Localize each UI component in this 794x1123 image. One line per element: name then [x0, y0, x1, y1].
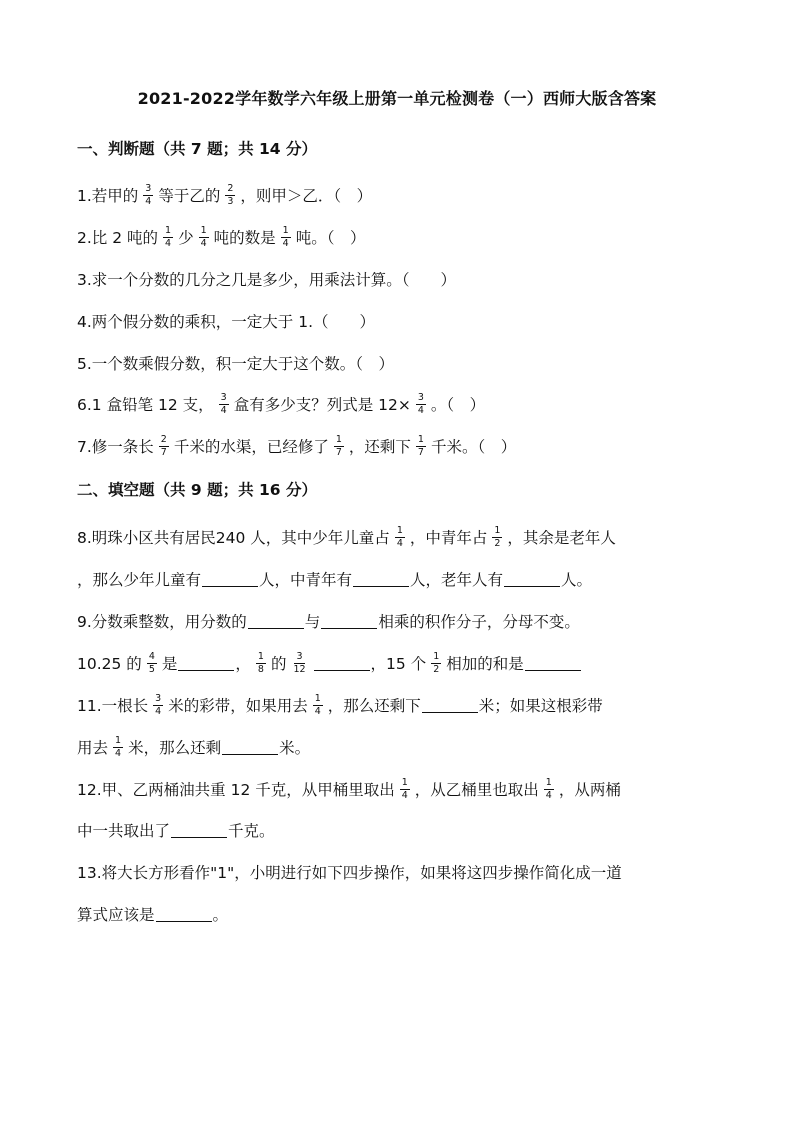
fraction: $\frac{1}{8}$ — [257, 650, 264, 675]
question-2-text-c: 吨的数是 — [213, 229, 276, 247]
question-7-text-a: 7.修一条长 — [77, 438, 154, 456]
answer-blank[interactable] — [314, 656, 370, 671]
fraction: $\frac{1}{7}$ — [417, 433, 424, 458]
fraction: $\frac{3}{12}$ — [293, 650, 306, 675]
question-11-line-1 — [77, 690, 603, 720]
question-10-text-f: 相加的和是 — [446, 655, 524, 673]
question-9-text-c: 相乘的积作分子，分母不变。 — [378, 613, 580, 631]
question-6 — [77, 389, 485, 419]
question-12-text-b: ，从乙桶里也取出 — [414, 781, 539, 799]
question-12-text-e: 千克。 — [228, 822, 275, 840]
question-13-text-c: 。 — [212, 906, 229, 924]
answer-blank[interactable] — [222, 740, 278, 755]
answer-blank[interactable] — [321, 614, 377, 629]
question-9-text-a: 9.分数乘整数，用分数的 — [77, 613, 247, 631]
fraction: $\frac{2}{7}$ — [160, 433, 167, 458]
question-10-text-e: ，15 个 — [370, 655, 427, 673]
answer-blank[interactable] — [504, 572, 560, 587]
answer-blank[interactable] — [248, 614, 304, 629]
question-9 — [77, 606, 580, 636]
answer-blank[interactable] — [353, 572, 409, 587]
fraction: $\frac{1}{4}$ — [165, 224, 172, 249]
question-8-text-c: ，其余是老年人 — [507, 529, 616, 547]
fraction: $\frac{3}{4}$ — [220, 391, 227, 416]
question-8-text-b: ，中青年占 — [409, 529, 488, 547]
question-13-text-b: 算式应该是 — [77, 906, 155, 924]
fraction: $\frac{2}{3}$ — [227, 182, 234, 207]
question-10-text-c: ， — [235, 655, 251, 673]
question-1 — [77, 180, 372, 210]
question-12-line-1 — [77, 774, 621, 804]
question-8-text-f: 人，老年人有 — [410, 571, 504, 589]
question-13-line-2 — [77, 899, 228, 929]
question-3: 3.求一个分数的几分之几是多少，用乘法计算。（ ） — [77, 271, 457, 289]
fraction: $\frac{3}{4}$ — [417, 391, 424, 416]
question-1-text-b: 等于乙的 — [158, 187, 221, 205]
question-7 — [77, 431, 516, 461]
question-8-text-d: ，那么少年儿童有 — [77, 571, 202, 589]
answer-blank[interactable] — [525, 656, 581, 671]
answer-blank[interactable] — [202, 572, 258, 587]
fraction: $\frac{1}{2}$ — [494, 524, 501, 549]
answer-blank[interactable] — [171, 823, 227, 838]
fraction: $\frac{1}{2}$ — [433, 650, 440, 675]
fraction: $\frac{1}{4}$ — [314, 692, 321, 717]
question-7-text-c: ，还剩下 — [348, 438, 411, 456]
question-12-text-c: ，从两桶 — [558, 781, 621, 799]
question-1-text-a: 1.若甲的 — [77, 187, 139, 205]
question-2 — [77, 222, 365, 252]
question-7-text-d: 千米。（ ） — [430, 438, 517, 456]
fraction: $\frac{1}{4}$ — [545, 776, 552, 801]
question-12-line-2 — [77, 815, 275, 845]
question-4: 4.两个假分数的乘积，一定大于 1.（ ） — [77, 313, 376, 331]
question-2-text-d: 吨。（ ） — [295, 229, 366, 247]
question-11-text-e: 用去 — [77, 739, 109, 757]
question-11-line-2 — [77, 732, 310, 762]
question-11-text-d: 米；如果这根彩带 — [478, 697, 603, 715]
answer-blank[interactable] — [178, 656, 234, 671]
fraction: $\frac{1}{4}$ — [401, 776, 408, 801]
question-12-text-a: 12.甲、乙两桶油共重 12 千克，从甲桶里取出 — [77, 781, 395, 799]
fraction: $\frac{1}{4}$ — [200, 224, 207, 249]
question-2-text-a: 2.比 2 吨的 — [77, 229, 159, 247]
fraction: $\frac{1}{7}$ — [335, 433, 342, 458]
question-10-text-b: 是 — [161, 655, 178, 673]
question-12-text-d: 中一共取出了 — [77, 822, 171, 840]
question-6-text-b: 盒有多少支？列式是 12× — [233, 396, 411, 414]
question-6-text-a: 6.1 盒铅笔 12 支， — [77, 396, 214, 414]
section-heading-true-false: 一、判断题（共 7 题；共 14 分） — [77, 140, 317, 158]
answer-blank[interactable] — [422, 698, 478, 713]
question-11-text-b: 米的彩带，如果用去 — [168, 697, 308, 715]
question-10-text-d: 的 — [270, 655, 287, 673]
page-title: 2021-2022学年数学六年级上册第一单元检测卷（一）西师大版含答案 — [137, 89, 657, 108]
question-10 — [77, 648, 582, 678]
question-8-line-1 — [77, 522, 616, 552]
question-8-text-e: 人，中青年有 — [259, 571, 353, 589]
question-11-text-c: ，那么还剩下 — [327, 697, 421, 715]
question-13-line-1: 13.将大长方形看作"1"，小明进行如下四步操作，如果将这四步操作简化成一道 — [77, 864, 622, 882]
question-6-text-c: 。（ ） — [430, 396, 486, 414]
question-9-text-b: 与 — [304, 613, 321, 631]
fraction: $\frac{4}{5}$ — [148, 650, 155, 675]
question-2-text-b: 少 — [178, 229, 194, 247]
question-1-text-c: ，则甲＞乙．（ ） — [240, 187, 373, 205]
fraction: $\frac{1}{4}$ — [396, 524, 403, 549]
question-5: 5.一个数乘假分数，积一定大于这个数。（ ） — [77, 355, 395, 373]
question-10-text-a: 10.25 的 — [77, 655, 142, 673]
question-11-text-g: 米。 — [279, 739, 311, 757]
section-heading-fill-in: 二、填空题（共 9 题；共 16 分） — [77, 481, 317, 499]
answer-blank[interactable] — [156, 907, 212, 922]
fraction: $\frac{1}{4}$ — [282, 224, 289, 249]
question-8-text-a: 8.明珠小区共有居民240 人，其中少年儿童占 — [77, 529, 390, 547]
question-11-text-a: 11.一根长 — [77, 697, 149, 715]
question-8-text-g: 人。 — [561, 571, 593, 589]
question-7-text-b: 千米的水渠，已经修了 — [173, 438, 329, 456]
question-8-line-2 — [77, 564, 592, 594]
fraction: $\frac{3}{4}$ — [155, 692, 162, 717]
fraction: $\frac{3}{4}$ — [145, 182, 152, 207]
fraction: $\frac{1}{4}$ — [115, 734, 122, 759]
question-11-text-f: 米，那么还剩 — [128, 739, 222, 757]
